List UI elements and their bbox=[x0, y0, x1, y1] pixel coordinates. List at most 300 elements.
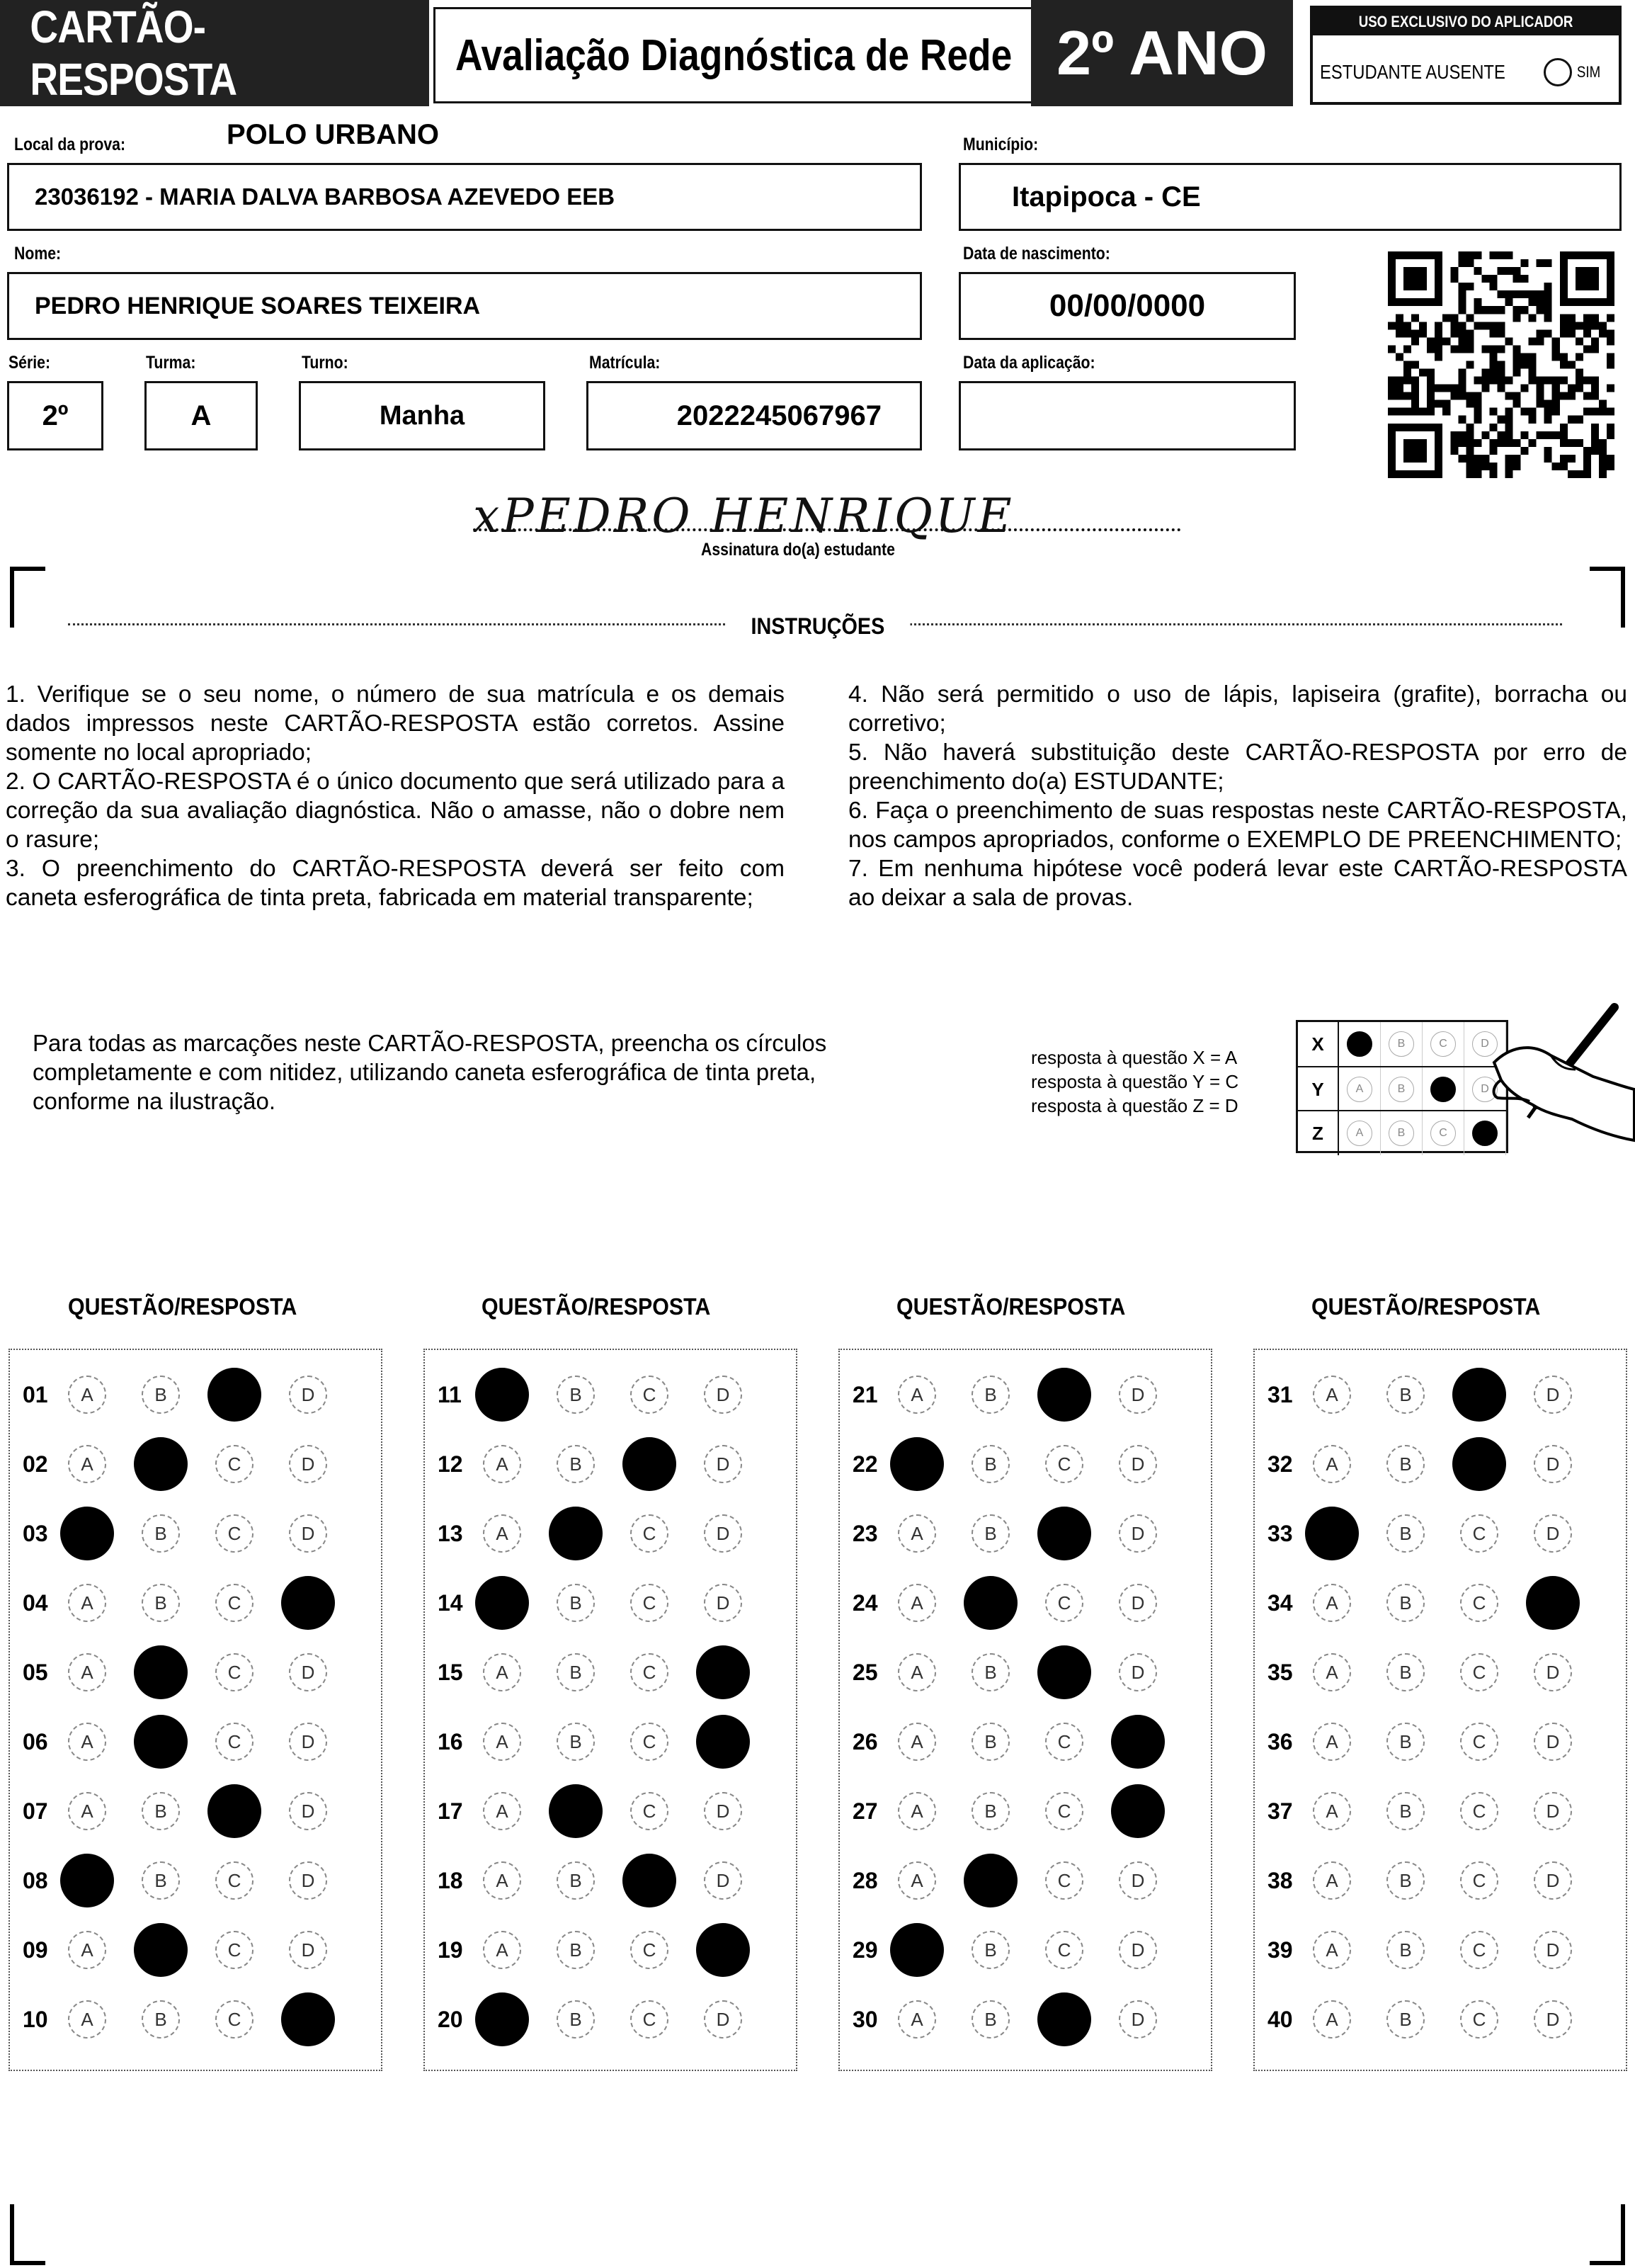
question-number: 38 bbox=[1267, 1867, 1293, 1893]
question-number: 05 bbox=[23, 1659, 48, 1685]
question-row bbox=[1255, 1915, 1626, 1985]
group-title: QUESTÃO/RESPOSTA bbox=[1311, 1293, 1541, 1320]
answer-bubble-a[interactable]: A bbox=[898, 1514, 936, 1553]
question-row bbox=[10, 1499, 381, 1568]
question-row bbox=[425, 1707, 796, 1776]
answer-bubble-c[interactable]: C bbox=[215, 1723, 253, 1761]
nascimento-value: 00/00/0000 bbox=[1049, 288, 1206, 323]
answer-bubble-b[interactable]: B bbox=[1386, 1931, 1425, 1969]
question-row bbox=[425, 1360, 796, 1429]
question-number: 30 bbox=[853, 2006, 878, 2032]
answer-bubble-a[interactable]: A bbox=[68, 1445, 106, 1483]
question-row bbox=[10, 1915, 381, 1985]
answer-bubble-a[interactable]: A bbox=[1313, 1792, 1351, 1830]
answer-bubble-c[interactable]: C bbox=[1045, 1931, 1083, 1969]
nome-label: Nome: bbox=[14, 244, 62, 263]
answer-bubble-c[interactable]: C bbox=[1460, 1792, 1498, 1830]
question-row bbox=[840, 1638, 1211, 1707]
answer-bubble-b[interactable]: B bbox=[972, 1792, 1010, 1830]
answer-bubble-a[interactable]: A bbox=[898, 1584, 936, 1622]
answer-bubble-c[interactable]: C bbox=[1460, 1931, 1498, 1969]
answer-bubble-c[interactable]: C bbox=[1460, 1653, 1498, 1691]
answer-bubble-a[interactable]: A bbox=[898, 1861, 936, 1900]
serie-value: 2º bbox=[42, 399, 69, 431]
instruction-item: 2. O CARTÃO-RESPOSTA é o único documento que será utilizado para a correção da sua avaliação diagnóstica. Não o amasse, não o dobre nem o rasure; bbox=[6, 769, 785, 853]
instruction-item: 1. Verifique se o seu nome, o número de sua matrícula e os demais dados impressos neste CARTÃO-RESPOSTA estão corretos. Assine somente no local apropriado; bbox=[6, 681, 785, 766]
absent-bubble[interactable] bbox=[1544, 58, 1572, 86]
answer-bubble-c[interactable]: C bbox=[630, 1653, 668, 1691]
example-cell bbox=[1339, 1022, 1381, 1066]
aplicador-box bbox=[1310, 6, 1622, 105]
example-bubble-a: A bbox=[1347, 1121, 1372, 1146]
answer-bubble-b[interactable]: B bbox=[142, 1792, 180, 1830]
answer-bubble-c[interactable]: C bbox=[622, 1437, 676, 1491]
question-row bbox=[1255, 1638, 1626, 1707]
example-bubble-a: A bbox=[1347, 1031, 1372, 1057]
answer-bubble-d[interactable]: D bbox=[1119, 2000, 1157, 2039]
answer-bubble-a[interactable]: A bbox=[475, 1368, 529, 1422]
answer-group-2 bbox=[423, 1349, 797, 2071]
answer-bubble-a[interactable]: A bbox=[475, 1576, 529, 1630]
answer-bubble-c[interactable]: C bbox=[1460, 1514, 1498, 1553]
example-cell bbox=[1339, 1067, 1381, 1111]
registration-mark-bottom-left bbox=[10, 2204, 45, 2265]
answer-bubble-c[interactable]: C bbox=[1037, 1507, 1091, 1560]
answer-bubble-d[interactable]: D bbox=[704, 1792, 742, 1830]
answer-bubble-c[interactable]: C bbox=[1460, 1584, 1498, 1622]
answer-bubble-c[interactable]: C bbox=[215, 1653, 253, 1691]
answer-bubble-c[interactable]: C bbox=[1460, 1723, 1498, 1761]
answer-bubble-c[interactable]: C bbox=[622, 1854, 676, 1907]
answer-bubble-d[interactable]: D bbox=[1534, 1792, 1572, 1830]
answer-bubble-a[interactable]: A bbox=[483, 1445, 521, 1483]
question-row bbox=[425, 1776, 796, 1846]
question-number: 14 bbox=[438, 1589, 463, 1616]
question-row bbox=[425, 1499, 796, 1568]
answer-bubble-c[interactable]: C bbox=[630, 1723, 668, 1761]
aplicador-title-bar bbox=[1313, 8, 1619, 35]
question-number: 04 bbox=[23, 1589, 48, 1616]
answer-bubble-c[interactable]: C bbox=[1037, 1645, 1091, 1699]
example-cell bbox=[1381, 1111, 1423, 1155]
question-number: 13 bbox=[438, 1520, 463, 1546]
answer-bubble-b[interactable]: B bbox=[557, 1723, 595, 1761]
instruction-item: 5. Não haverá substituição deste CARTÃO-RESPOSTA por erro de preenchimento do(a) ESTUDANTE; bbox=[848, 739, 1627, 795]
answer-bubble-a[interactable]: A bbox=[1313, 1584, 1351, 1622]
example-bubble-b: B bbox=[1389, 1031, 1414, 1057]
serie-label: Série: bbox=[8, 353, 51, 373]
question-number: 23 bbox=[853, 1520, 878, 1546]
answer-bubble-c[interactable]: C bbox=[630, 1514, 668, 1553]
example-cell bbox=[1381, 1067, 1423, 1111]
student-signature: xPEDRO HENRIQUE bbox=[473, 489, 1015, 543]
answer-bubble-c[interactable]: C bbox=[630, 1931, 668, 1969]
instruction-item: 3. O preenchimento do CARTÃO-RESPOSTA deverá ser feito com caneta esferográfica de tinta preta, fabricada em material transparente; bbox=[6, 856, 785, 911]
answer-bubble-d[interactable]: D bbox=[289, 1514, 327, 1553]
answer-bubble-b[interactable]: B bbox=[142, 1584, 180, 1622]
answer-bubble-b[interactable]: B bbox=[972, 1376, 1010, 1414]
local-polo: POLO URBANO bbox=[227, 119, 439, 150]
question-row bbox=[425, 1915, 796, 1985]
answer-bubble-a[interactable]: A bbox=[483, 1861, 521, 1900]
question-number: 19 bbox=[438, 1937, 463, 1963]
question-number: 29 bbox=[853, 1937, 878, 1963]
answer-bubble-b[interactable]: B bbox=[557, 1653, 595, 1691]
absent-label: ESTUDANTE AUSENTE bbox=[1320, 61, 1505, 83]
answer-bubble-b[interactable]: B bbox=[1386, 2000, 1425, 2039]
answer-bubble-d[interactable]: D bbox=[289, 1376, 327, 1414]
question-number: 37 bbox=[1267, 1798, 1293, 1824]
answer-bubble-b[interactable]: B bbox=[1386, 1445, 1425, 1483]
instructions-title-row bbox=[0, 613, 1635, 640]
answer-bubble-d[interactable]: D bbox=[1119, 1653, 1157, 1691]
answer-bubble-d[interactable]: D bbox=[704, 1861, 742, 1900]
answer-bubble-b[interactable]: B bbox=[972, 2000, 1010, 2039]
example-bubble-c: C bbox=[1430, 1031, 1456, 1057]
answer-bubble-b[interactable]: B bbox=[549, 1507, 603, 1560]
answer-bubble-c[interactable]: C bbox=[215, 1584, 253, 1622]
answer-bubble-c[interactable]: C bbox=[1452, 1368, 1506, 1422]
answer-bubble-a[interactable]: A bbox=[68, 1723, 106, 1761]
card-title-banner bbox=[0, 0, 429, 106]
answer-bubble-c[interactable]: C bbox=[1045, 1584, 1083, 1622]
question-row bbox=[1255, 1985, 1626, 2054]
answer-bubble-a[interactable]: A bbox=[68, 1653, 106, 1691]
answer-group-3 bbox=[838, 1349, 1212, 2071]
answer-bubble-d[interactable]: D bbox=[1119, 1584, 1157, 1622]
answer-bubble-d[interactable]: D bbox=[696, 1715, 750, 1769]
matricula-field bbox=[586, 381, 922, 450]
answer-bubble-a[interactable]: A bbox=[68, 2000, 106, 2039]
local-value: 23036192 - MARIA DALVA BARBOSA AZEVEDO EEB bbox=[35, 183, 615, 210]
answer-bubble-d[interactable]: D bbox=[1534, 1514, 1572, 1553]
question-row bbox=[840, 1499, 1211, 1568]
question-number: 11 bbox=[438, 1381, 462, 1407]
answer-bubble-d[interactable]: D bbox=[289, 1445, 327, 1483]
answer-bubble-c[interactable]: C bbox=[630, 1584, 668, 1622]
answer-bubble-b[interactable]: B bbox=[1386, 1514, 1425, 1553]
answer-bubble-a[interactable]: A bbox=[60, 1507, 114, 1560]
example-bubble-b: B bbox=[1389, 1121, 1414, 1146]
answer-bubble-c[interactable]: C bbox=[1452, 1437, 1506, 1491]
answer-bubble-b[interactable]: B bbox=[1386, 1861, 1425, 1900]
answer-bubble-b[interactable]: B bbox=[972, 1653, 1010, 1691]
answer-bubble-c[interactable]: C bbox=[630, 2000, 668, 2039]
answer-bubble-b[interactable]: B bbox=[134, 1437, 188, 1491]
answer-bubble-d[interactable]: D bbox=[1111, 1784, 1165, 1838]
example-bubble-b: B bbox=[1389, 1077, 1414, 1102]
question-row bbox=[10, 1776, 381, 1846]
answer-bubble-b[interactable]: B bbox=[964, 1854, 1018, 1907]
example-legend-y: resposta à questão Y = C bbox=[1031, 1071, 1239, 1092]
question-number: 08 bbox=[23, 1867, 48, 1893]
answer-bubble-d[interactable]: D bbox=[1119, 1861, 1157, 1900]
answer-bubble-a[interactable]: A bbox=[483, 1723, 521, 1761]
answer-bubble-a[interactable]: A bbox=[68, 1792, 106, 1830]
municipio-field bbox=[959, 163, 1622, 231]
answer-bubble-d[interactable]: D bbox=[1111, 1715, 1165, 1769]
question-number: 34 bbox=[1267, 1589, 1293, 1616]
answer-bubble-a[interactable]: A bbox=[1313, 2000, 1351, 2039]
registration-mark-bottom-right bbox=[1590, 2204, 1625, 2265]
signature-line bbox=[473, 528, 1181, 531]
answer-bubble-a[interactable]: A bbox=[68, 1931, 106, 1969]
instructions-right-column bbox=[848, 680, 1627, 912]
answer-bubble-a[interactable]: A bbox=[898, 1792, 936, 1830]
answer-bubble-a[interactable]: A bbox=[890, 1923, 944, 1977]
answer-bubble-b[interactable]: B bbox=[134, 1923, 188, 1977]
question-number: 24 bbox=[853, 1589, 878, 1616]
question-row bbox=[10, 1985, 381, 2054]
answer-bubble-d[interactable]: D bbox=[704, 2000, 742, 2039]
question-row bbox=[1255, 1568, 1626, 1638]
answer-bubble-b[interactable]: B bbox=[557, 1584, 595, 1622]
question-number: 28 bbox=[853, 1867, 878, 1893]
answer-bubble-b[interactable]: B bbox=[1386, 1653, 1425, 1691]
question-number: 09 bbox=[23, 1937, 48, 1963]
grade-banner bbox=[1031, 0, 1293, 106]
question-number: 16 bbox=[438, 1728, 463, 1754]
answer-bubble-a[interactable]: A bbox=[68, 1376, 106, 1414]
answer-bubble-a[interactable]: A bbox=[483, 1653, 521, 1691]
answer-bubble-a[interactable]: A bbox=[1313, 1723, 1351, 1761]
question-row bbox=[840, 1568, 1211, 1638]
card-title: CARTÃO-RESPOSTA bbox=[30, 1, 237, 105]
answer-bubble-b[interactable]: B bbox=[557, 1861, 595, 1900]
answer-bubble-b[interactable]: B bbox=[972, 1723, 1010, 1761]
example-bubble-c: C bbox=[1430, 1121, 1456, 1146]
municipio-label: Município: bbox=[963, 135, 1039, 154]
question-row bbox=[1255, 1360, 1626, 1429]
question-row bbox=[10, 1707, 381, 1776]
answer-bubble-a[interactable]: A bbox=[483, 1792, 521, 1830]
question-number: 21 bbox=[853, 1381, 878, 1407]
answer-bubble-c[interactable]: C bbox=[1037, 1992, 1091, 2046]
instructions-left-column bbox=[6, 680, 785, 912]
turno-field bbox=[299, 381, 545, 450]
turma-label: Turma: bbox=[146, 353, 196, 373]
answer-bubble-c[interactable]: C bbox=[1045, 1792, 1083, 1830]
matricula-label: Matrícula: bbox=[589, 353, 661, 373]
aplicador-title: USO EXCLUSIVO DO APLICADOR bbox=[1358, 13, 1573, 30]
answer-bubble-b[interactable]: B bbox=[134, 1715, 188, 1769]
question-number: 17 bbox=[438, 1798, 463, 1824]
answer-bubble-d[interactable]: D bbox=[281, 1576, 335, 1630]
qr-code bbox=[1388, 251, 1614, 478]
answer-bubble-c[interactable]: C bbox=[1460, 2000, 1498, 2039]
answer-bubble-d[interactable]: D bbox=[1119, 1514, 1157, 1553]
answer-bubble-c[interactable]: C bbox=[1045, 1861, 1083, 1900]
answer-bubble-d[interactable]: D bbox=[704, 1584, 742, 1622]
answer-bubble-a[interactable]: A bbox=[898, 1376, 936, 1414]
question-row bbox=[425, 1985, 796, 2054]
aplicacao-field[interactable] bbox=[959, 381, 1296, 450]
answer-group-1 bbox=[8, 1349, 382, 2071]
answer-bubble-b[interactable]: B bbox=[1386, 1723, 1425, 1761]
instruction-item: 7. Em nenhuma hipótese você poderá levar este CARTÃO-RESPOSTA ao deixar a sala de provas. bbox=[848, 856, 1627, 911]
answer-bubble-b[interactable]: B bbox=[134, 1645, 188, 1699]
question-row bbox=[1255, 1707, 1626, 1776]
answer-bubble-a[interactable]: A bbox=[475, 1992, 529, 2046]
answer-bubble-c[interactable]: C bbox=[215, 1445, 253, 1483]
example-cell bbox=[1339, 1111, 1381, 1155]
question-row bbox=[840, 1707, 1211, 1776]
example-question: Y bbox=[1298, 1067, 1339, 1111]
example-bubble-d: D bbox=[1472, 1077, 1498, 1102]
question-row bbox=[1255, 1846, 1626, 1915]
question-row bbox=[425, 1638, 796, 1707]
question-number: 35 bbox=[1267, 1659, 1293, 1685]
answer-bubble-a[interactable]: A bbox=[1313, 1445, 1351, 1483]
answer-bubble-c[interactable]: C bbox=[1045, 1723, 1083, 1761]
answer-bubble-d[interactable]: D bbox=[1534, 2000, 1572, 2039]
question-number: 26 bbox=[853, 1728, 878, 1754]
question-number: 12 bbox=[438, 1451, 463, 1477]
answer-bubble-d[interactable]: D bbox=[289, 1653, 327, 1691]
question-number: 03 bbox=[23, 1520, 48, 1546]
answer-bubble-c[interactable]: C bbox=[630, 1376, 668, 1414]
answer-bubble-d[interactable]: D bbox=[1119, 1445, 1157, 1483]
answer-bubble-b[interactable]: B bbox=[142, 1514, 180, 1553]
answer-bubble-b[interactable]: B bbox=[1386, 1376, 1425, 1414]
question-row bbox=[10, 1360, 381, 1429]
answer-bubble-a[interactable]: A bbox=[890, 1437, 944, 1491]
nome-field bbox=[7, 272, 922, 340]
answer-bubble-c[interactable]: C bbox=[215, 1861, 253, 1900]
answer-bubble-b[interactable]: B bbox=[972, 1445, 1010, 1483]
question-row bbox=[840, 1776, 1211, 1846]
question-number: 02 bbox=[23, 1451, 48, 1477]
example-legend-z: resposta à questão Z = D bbox=[1031, 1095, 1238, 1116]
question-row bbox=[10, 1568, 381, 1638]
grade-label: 2º ANO bbox=[1056, 18, 1267, 88]
answer-bubble-a[interactable]: A bbox=[898, 1653, 936, 1691]
question-number: 32 bbox=[1267, 1451, 1293, 1477]
example-question: X bbox=[1298, 1022, 1339, 1066]
question-number: 01 bbox=[23, 1381, 48, 1407]
answer-bubble-d[interactable]: D bbox=[289, 1931, 327, 1969]
answer-bubble-b[interactable]: B bbox=[557, 1445, 595, 1483]
answer-bubble-d[interactable]: D bbox=[696, 1645, 750, 1699]
answer-bubble-d[interactable]: D bbox=[1534, 1931, 1572, 1969]
exam-title-box bbox=[433, 7, 1034, 103]
answer-bubble-a[interactable]: A bbox=[1313, 1653, 1351, 1691]
group-title: QUESTÃO/RESPOSTA bbox=[482, 1293, 711, 1320]
question-number: 18 bbox=[438, 1867, 463, 1893]
example-bubble-d: D bbox=[1472, 1121, 1498, 1146]
nascimento-label: Data de nascimento: bbox=[963, 244, 1110, 263]
question-number: 22 bbox=[853, 1451, 878, 1477]
answer-bubble-d[interactable]: D bbox=[696, 1923, 750, 1977]
answer-bubble-d[interactable]: D bbox=[1534, 1653, 1572, 1691]
answer-bubble-a[interactable]: A bbox=[483, 1931, 521, 1969]
answer-bubble-d[interactable]: D bbox=[704, 1376, 742, 1414]
answer-bubble-a[interactable]: A bbox=[898, 2000, 936, 2039]
answer-bubble-b[interactable]: B bbox=[1386, 1792, 1425, 1830]
answer-bubble-d[interactable]: D bbox=[1534, 1723, 1572, 1761]
answer-bubble-a[interactable]: A bbox=[1313, 1376, 1351, 1414]
absent-option-label: SIM bbox=[1576, 63, 1601, 81]
question-number: 20 bbox=[438, 2006, 463, 2032]
answer-bubble-b[interactable]: B bbox=[142, 1861, 180, 1900]
exam-title: Avaliação Diagnóstica de Rede bbox=[455, 30, 1013, 80]
answer-bubble-d[interactable]: D bbox=[281, 1992, 335, 2046]
answer-bubble-a[interactable]: A bbox=[60, 1854, 114, 1907]
example-question: Z bbox=[1298, 1111, 1339, 1155]
local-label: Local da prova: bbox=[14, 135, 126, 154]
answer-bubble-c[interactable]: C bbox=[630, 1792, 668, 1830]
answer-bubble-a[interactable]: A bbox=[1305, 1507, 1359, 1560]
answer-bubble-c[interactable]: C bbox=[207, 1784, 261, 1838]
group-title: QUESTÃO/RESPOSTA bbox=[896, 1293, 1126, 1320]
answer-bubble-d[interactable]: D bbox=[1119, 1931, 1157, 1969]
answer-bubble-a[interactable]: A bbox=[898, 1723, 936, 1761]
nascimento-field bbox=[959, 272, 1296, 340]
turma-value: A bbox=[190, 399, 212, 431]
question-row bbox=[1255, 1776, 1626, 1846]
question-row bbox=[840, 1915, 1211, 1985]
answer-bubble-d[interactable]: D bbox=[289, 1792, 327, 1830]
answer-bubble-b[interactable]: B bbox=[557, 1376, 595, 1414]
answer-bubble-c[interactable]: C bbox=[1037, 1368, 1091, 1422]
answer-bubble-b[interactable]: B bbox=[142, 1376, 180, 1414]
question-number: 27 bbox=[853, 1798, 878, 1824]
answer-bubble-c[interactable]: C bbox=[215, 1514, 253, 1553]
answer-bubble-a[interactable]: A bbox=[483, 1514, 521, 1553]
answer-bubble-c[interactable]: C bbox=[1460, 1861, 1498, 1900]
turno-label: Turno: bbox=[302, 353, 348, 373]
answer-bubble-c[interactable]: C bbox=[207, 1368, 261, 1422]
turno-value: Manha bbox=[379, 400, 465, 431]
question-number: 10 bbox=[23, 2006, 48, 2032]
answer-bubble-b[interactable]: B bbox=[549, 1784, 603, 1838]
answer-bubble-d[interactable]: D bbox=[1119, 1376, 1157, 1414]
answer-bubble-d[interactable]: D bbox=[1534, 1445, 1572, 1483]
answer-bubble-a[interactable]: A bbox=[1313, 1861, 1351, 1900]
answer-bubble-d[interactable]: D bbox=[704, 1514, 742, 1553]
question-number: 40 bbox=[1267, 2006, 1293, 2032]
answer-bubble-c[interactable]: C bbox=[215, 2000, 253, 2039]
answer-bubble-d[interactable]: D bbox=[289, 1723, 327, 1761]
answer-bubble-b[interactable]: B bbox=[1386, 1584, 1425, 1622]
answer-bubble-d[interactable]: D bbox=[704, 1445, 742, 1483]
answer-bubble-b[interactable]: B bbox=[972, 1931, 1010, 1969]
answer-bubble-d[interactable]: D bbox=[289, 1861, 327, 1900]
answer-bubble-b[interactable]: B bbox=[557, 2000, 595, 2039]
answer-bubble-a[interactable]: A bbox=[1313, 1931, 1351, 1969]
question-row bbox=[425, 1429, 796, 1499]
answer-bubble-b[interactable]: B bbox=[557, 1931, 595, 1969]
answer-bubble-d[interactable]: D bbox=[1534, 1376, 1572, 1414]
answer-bubble-d[interactable]: D bbox=[1526, 1576, 1580, 1630]
answer-bubble-b[interactable]: B bbox=[972, 1514, 1010, 1553]
answer-bubble-d[interactable]: D bbox=[1534, 1861, 1572, 1900]
answer-bubble-b[interactable]: B bbox=[142, 2000, 180, 2039]
question-row bbox=[1255, 1429, 1626, 1499]
question-number: 31 bbox=[1267, 1381, 1293, 1407]
answer-bubble-c[interactable]: C bbox=[1045, 1445, 1083, 1483]
example-bubble-d: D bbox=[1472, 1031, 1498, 1057]
question-row bbox=[10, 1638, 381, 1707]
municipio-value: Itapipoca - CE bbox=[1012, 181, 1201, 212]
question-row bbox=[425, 1568, 796, 1638]
answer-bubble-a[interactable]: A bbox=[68, 1584, 106, 1622]
instruction-item: 6. Faça o preenchimento de suas respostas neste CARTÃO-RESPOSTA, nos campos apropriados, conforme o EXEMPLO DE PREENCHIMENTO; bbox=[848, 798, 1627, 853]
example-bubble-c: C bbox=[1430, 1077, 1456, 1102]
pen-hand-icon bbox=[1452, 999, 1635, 1155]
answer-bubble-b[interactable]: B bbox=[964, 1576, 1018, 1630]
answer-bubble-c[interactable]: C bbox=[215, 1931, 253, 1969]
